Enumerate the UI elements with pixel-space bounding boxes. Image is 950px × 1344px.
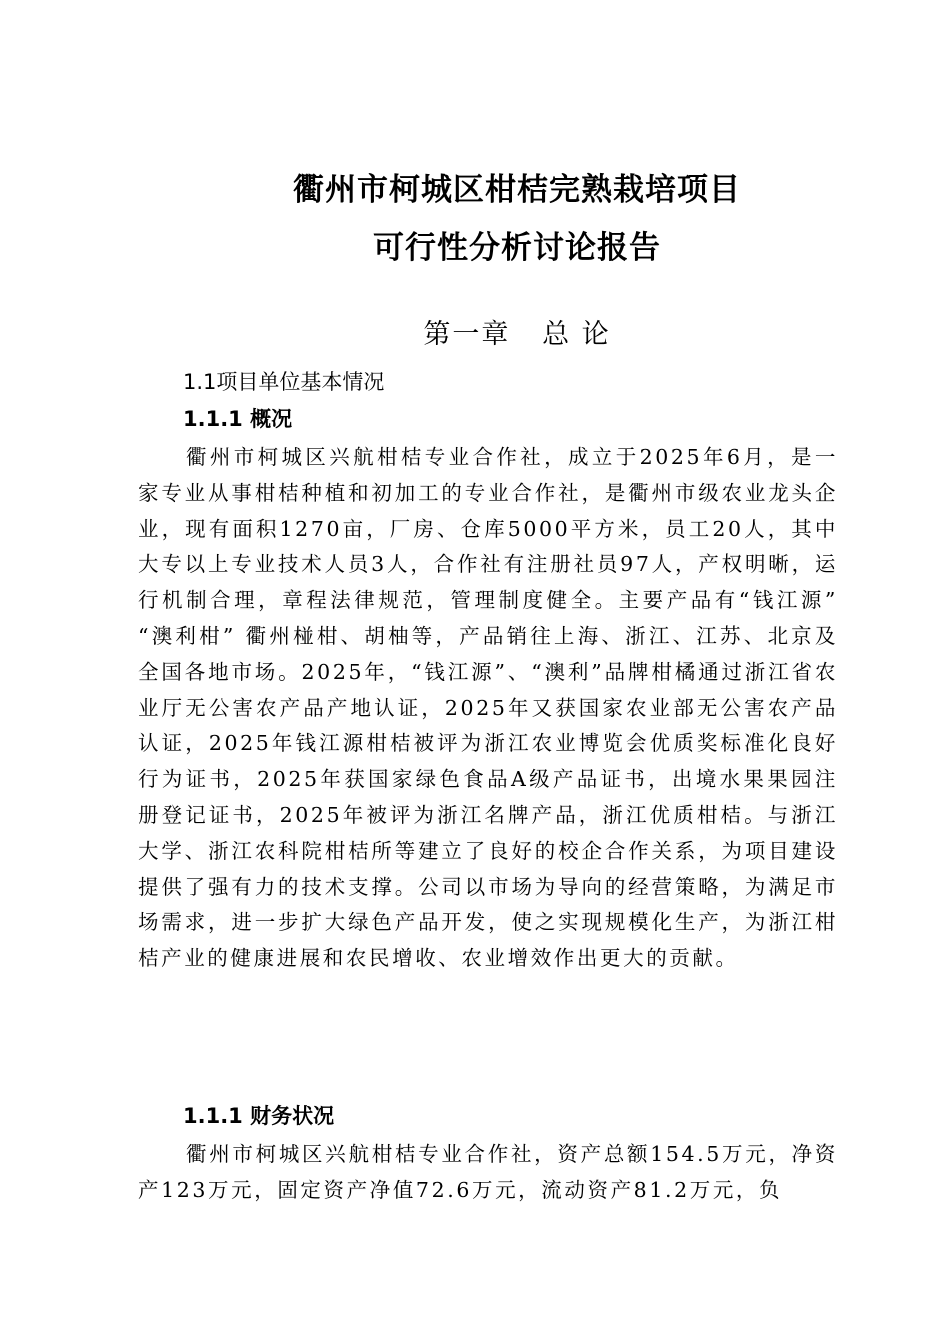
paragraph-finance: 衢州市柯城区兴航柑桔专业合作社，资产总额154.5万元，净资产123万元，固定资产净值72.6万元，流动资产81.2万元，负 (138, 1142, 838, 1202)
section-heading-finance: 1.1.1 财务状况 (183, 1104, 335, 1128)
paragraph-overview: 衢州市柯城区兴航柑桔专业合作社，成立于2025年6月，是一家专业从事柑桔种植和初加工的专业合作社，是衢州市级农业龙头企业，现有面积1270亩，厂房、仓库5000平方米，员工20人，其中大专以上专业技术人员3人，合作社有注册社员97人，产权明晰，运行机制合理，章程法律规范，管理制度健全。主要产品有“钱江源” “澳利柑” 衢州椪柑、胡柚等，产品销往上海、浙江、江苏、北京及全国各地市场。2025年，“钱江源”、“澳利”品牌柑橘通过浙江省农业厅无公害农产品产地认证，2025年又获国家农业部无公害农产品认证，2025年钱江源柑桔被评为浙江农业博览会优质奖标准化良好行为证书，2025年获国家绿色食品A级产品证书，出境水果果园注册登记证书，2025年被评为浙江名牌产品，浙江优质柑桔。与浙江大学、浙江农科院柑桔所等建立了良好的校企合作关系，为项目建设提供了强有力的技术支撑。公司以市场为导向的经营策略，为满足市场需求，进一步扩大绿色产品开发，使之实现规模化生产，为浙江柑桔产业的健康进展和农民增收、农业增效作出更大的贡献。 (138, 445, 838, 971)
section-heading-overview: 1.1.1 概况 (183, 407, 293, 431)
document-title-line-1: 衢州市柯城区柑桔完熟栽培项目 (293, 172, 741, 208)
chapter-heading: 第一章 总 论 (423, 319, 611, 350)
document-title-line-2: 可行性分析讨论报告 (373, 230, 661, 266)
section-heading-1-1: 1.1项目单位基本情况 (183, 370, 385, 394)
